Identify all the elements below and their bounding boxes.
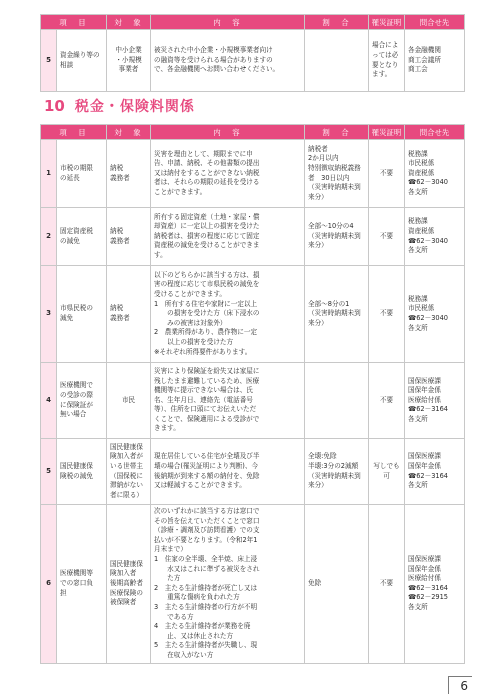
table-row <box>41 208 465 266</box>
row-item: 市税の期限 の延長 <box>57 140 107 208</box>
row-number: 5 <box>41 30 57 92</box>
header-ratio: 割 合 <box>305 15 369 30</box>
header-content: 内 容 <box>151 125 305 140</box>
loan-consultation-table <box>40 14 465 92</box>
section-heading <box>44 96 195 116</box>
row-certificate: 不要 <box>369 363 405 439</box>
header-contact: 問合せ先 <box>405 125 465 140</box>
row-ratio: 全部～10分の4 （災害時納期未到 来分） <box>305 208 369 266</box>
row-content: 次のいずれかに該当する方は窓口で その旨を伝えていただくことで窓口 （診療・調剤及び訪問看護）での支 払いが不要となります。（令和2年1 月末まで） 1 住家の全半壊、全半焼、床上浸 水又はこれに準ずる被災をされ た方 2 主たる生計維持者が死亡し又は 重篤な傷病を負われた方 3 主たる生計維持者の行方が不明 である方 4 主たる生計維持者が業務を廃 止、又は休止された方 5 主たる生計維持者が失職し、現 在収入がない方 <box>151 505 305 664</box>
row-ratio: 免除 <box>305 505 369 664</box>
table-row <box>41 505 465 664</box>
section-number: 10 <box>44 97 65 115</box>
row-certificate: 写しでも 可 <box>369 439 405 505</box>
table-row <box>41 439 465 505</box>
row-content: 現在居住している住宅が全壊及び半 壊の場合(罹災証明により判断)、今 後納期が到来する額の納付を、免除 又は軽減することができます。 <box>151 439 305 505</box>
table-row <box>41 30 465 92</box>
row-content: 災害により保険証を紛失又は家屋に 残したまま避難しているため、医療 機関等に提示できない場合は、氏 名、生年月日、連絡先（電話番号 等）、住所を口頭にてお伝えいただ くことで、保険適用による受診がで きます。 <box>151 363 305 439</box>
row-target: 納税 義務者 <box>107 140 151 208</box>
row-contact: 税務課 市民税係 資産税係 ☎62－3040 各支所 <box>405 140 465 208</box>
row-target: 納税 義務者 <box>107 266 151 363</box>
row-item: 資金繰り等の 相談 <box>57 30 107 92</box>
row-target: 市民 <box>107 363 151 439</box>
row-certificate: 不要 <box>369 505 405 664</box>
header-target: 対 象 <box>107 125 151 140</box>
table-header-row <box>41 125 465 140</box>
row-number: 3 <box>41 266 57 363</box>
header-content: 内 容 <box>151 15 305 30</box>
row-target: 中小企業 ・小規模 事業者 <box>107 30 151 92</box>
row-target: 国民健康保 険加入者が いる世帯主 （国保税に 滞納がない 者に限る） <box>107 439 151 505</box>
row-ratio <box>305 30 369 92</box>
row-number: 5 <box>41 439 57 505</box>
header-ratio: 割 合 <box>305 125 369 140</box>
header-contact: 問合せ先 <box>405 15 465 30</box>
row-certificate: 不要 <box>369 208 405 266</box>
row-ratio: 納税者 2か月以内 特別徴収納税義務 者 30日以内 （災害時納期未到 来分） <box>305 140 369 208</box>
table-row <box>41 363 465 439</box>
row-content: 所有する固定資産（土地・家屋・償 却資産）に一定以上の損害を受けた 納税者は、損害の程度に応じて固定 資産税の減免を受けることができま す。 <box>151 208 305 266</box>
row-item: 医療機関等 での窓口負 担 <box>57 505 107 664</box>
row-content: 災害を理由として、期限までに申 告、申請、納税、その他書類の提出 又は納付をすることができない納税 者は、それらの期限の延長を受ける ことができます。 <box>151 140 305 208</box>
row-ratio <box>305 363 369 439</box>
header-certificate: 罹災証明 <box>369 15 405 30</box>
row-target: 納税 義務者 <box>107 208 151 266</box>
table-row <box>41 140 465 208</box>
row-contact: 税務課 市民税係 ☎62－3040 各支所 <box>405 266 465 363</box>
row-number: 4 <box>41 363 57 439</box>
row-contact: 税務課 資産税係 ☎62－3040 各支所 <box>405 208 465 266</box>
row-content: 被災された中小企業・小規模事業者向け の融資等を受けられる場合がありますの で、各金融機関へお問い合わせください。 <box>151 30 305 92</box>
header-item: 項 目 <box>41 15 107 30</box>
row-number: 2 <box>41 208 57 266</box>
table-row <box>41 266 465 363</box>
table-header-row <box>41 15 465 30</box>
row-contact: 国保医療課 国保年金係 医療給付係 ☎62－3164 各支所 <box>405 363 465 439</box>
row-certificate: 不要 <box>369 140 405 208</box>
row-item: 医療機関で の受診の際 に保険証が 無い場合 <box>57 363 107 439</box>
row-target: 国民健康保 険加入者 後期高齢者 医療保険の 被保険者 <box>107 505 151 664</box>
row-number: 1 <box>41 140 57 208</box>
row-content: 以下のどちらかに該当する方は、損 害の程度に応じて市県民税の減免を 受けることができます。 1 所有する住宅や家財に一定以上 の損害を受けた方（床下浸水の みの被害は対象外） 2 農業所得があり、農作物に一定 以上の損害を受けた方 ※それぞれ所得要件があります。 <box>151 266 305 363</box>
row-certificate: 不要 <box>369 266 405 363</box>
page-number: 6 <box>448 676 472 694</box>
row-certificate: 場合によ っては必 要となり ます。 <box>369 30 405 92</box>
row-contact: 各金融機関 商工会議所 商工会 <box>405 30 465 92</box>
row-item: 固定資産税 の減免 <box>57 208 107 266</box>
header-item: 項 目 <box>41 125 107 140</box>
row-ratio: 全部～8分の1 （災害時納期未到 来分） <box>305 266 369 363</box>
tax-insurance-table <box>40 124 465 664</box>
row-contact: 国保医療課 国保年金係 ☎62－3164 各支所 <box>405 439 465 505</box>
row-item: 市県民税の 減免 <box>57 266 107 363</box>
row-number: 6 <box>41 505 57 664</box>
header-target: 対 象 <box>107 15 151 30</box>
row-item: 国民健康保 険税の減免 <box>57 439 107 505</box>
row-ratio: 全壊:免除 半壊:3分の2減額 （災害時納期未到 来分） <box>305 439 369 505</box>
section-title: 税金・保険料関係 <box>74 99 195 115</box>
row-contact: 国保医療課 国保年金係 医療給付係 ☎62－3164 ☎62－2915 各支所 <box>405 505 465 664</box>
header-certificate: 罹災証明 <box>369 125 405 140</box>
